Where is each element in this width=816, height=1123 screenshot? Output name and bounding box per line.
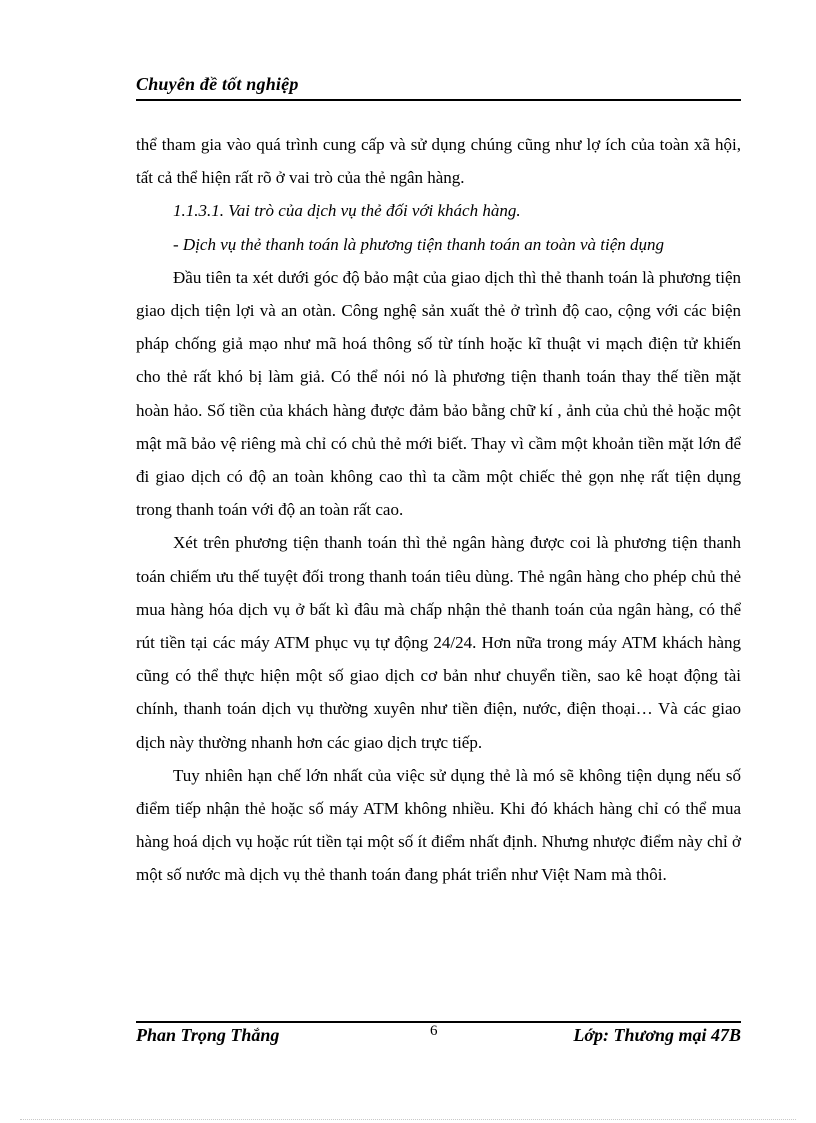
footer-class: Lớp: Thương mại 47B [573, 1025, 741, 1045]
paragraph: Tuy nhiên hạn chế lớn nhất của việc sử dụng thẻ là mó sẽ không tiện dụng nếu số điểm tiếp nhận thẻ hoặc số máy ATM không nhiều. Khi đó khách hàng chỉ có thể mua hàng hoá dịch vụ hoặc rút tiền tại một số ít điểm nhất định. Nhưng nhược điểm này chỉ ở một số nước mà dịch vụ thẻ thanh toán đang phát triển như Việt Nam mà thôi. [136, 765, 741, 885]
section-heading: 1.1.3.1. Vai trò của dịch vụ thẻ đối với khách hàng. [173, 201, 521, 221]
page-number: 6 [430, 1023, 438, 1039]
header-title: Chuyên đề tốt nghiệp [136, 74, 299, 94]
paragraph: Xét trên phương tiện thanh toán thì thẻ ngân hàng được coi là phương tiện thanh toán chiếm ưu thế tuyệt đối trong thanh toán tiêu dùng. Thẻ ngân hàng cho phép chủ thẻ mua hàng hóa dịch vụ ở bất kì đâu mà chấp nhận thẻ thanh toán của ngân hàng, có thể rút tiền tại các máy ATM phục vụ tự động 24/24. Hơn nữa trong máy ATM khách hàng cũng có thể thực hiện một số giao dịch cơ bản như chuyển tiền, sao kê hoạt động tài chính, thanh toán dịch vụ thường xuyên như tiền điện, nước, điện thoại… Và các giao dịch này thường nhanh hơn các giao dịch trực tiếp. [136, 533, 741, 752]
header-rule [136, 99, 741, 101]
page-bottom-divider [20, 1119, 796, 1120]
footer-rule [136, 1021, 741, 1023]
body-text [136, 128, 741, 892]
subheading: - Dịch vụ thẻ thanh toán là phương tiện thanh toán an toàn và tiện dụng [173, 234, 664, 254]
paragraph-continuation: thể tham gia vào quá trình cung cấp và sử dụng chúng cũng như lợ ích của toàn xã hội, tất cả thể hiện rất rõ ở vai trò của thẻ ngân hàng. [136, 135, 741, 188]
paragraph: Đầu tiên ta xét dưới góc độ bảo mật của giao dịch thì thẻ thanh toán là phương tiện giao dịch tiện lợi và an otàn. Công nghệ sản xuất thẻ ở trình độ cao, cộng với các biện pháp chống giả mạo như mã hoá thông số từ tính hoặc kĩ thuật vi mạch điện tử khiến cho thẻ rất khó bị làm giả. Có thể nói nó là phương tiện thanh toán thay thế tiền mặt hoàn hảo. Số tiền của khách hàng được đảm bảo bằng chữ kí , ảnh của chủ thẻ hoặc một mật mã bảo vệ riêng mà chỉ có chủ thẻ mới biết. Thay vì cầm một khoản tiền mặt lớn để đi giao dịch có độ an toàn không cao thì ta cầm một chiếc thẻ gọn nhẹ rất tiện dụng trong thanh toán với độ an toàn rất cao. [136, 267, 741, 520]
footer-author: Phan Trọng Thắng [136, 1025, 280, 1045]
